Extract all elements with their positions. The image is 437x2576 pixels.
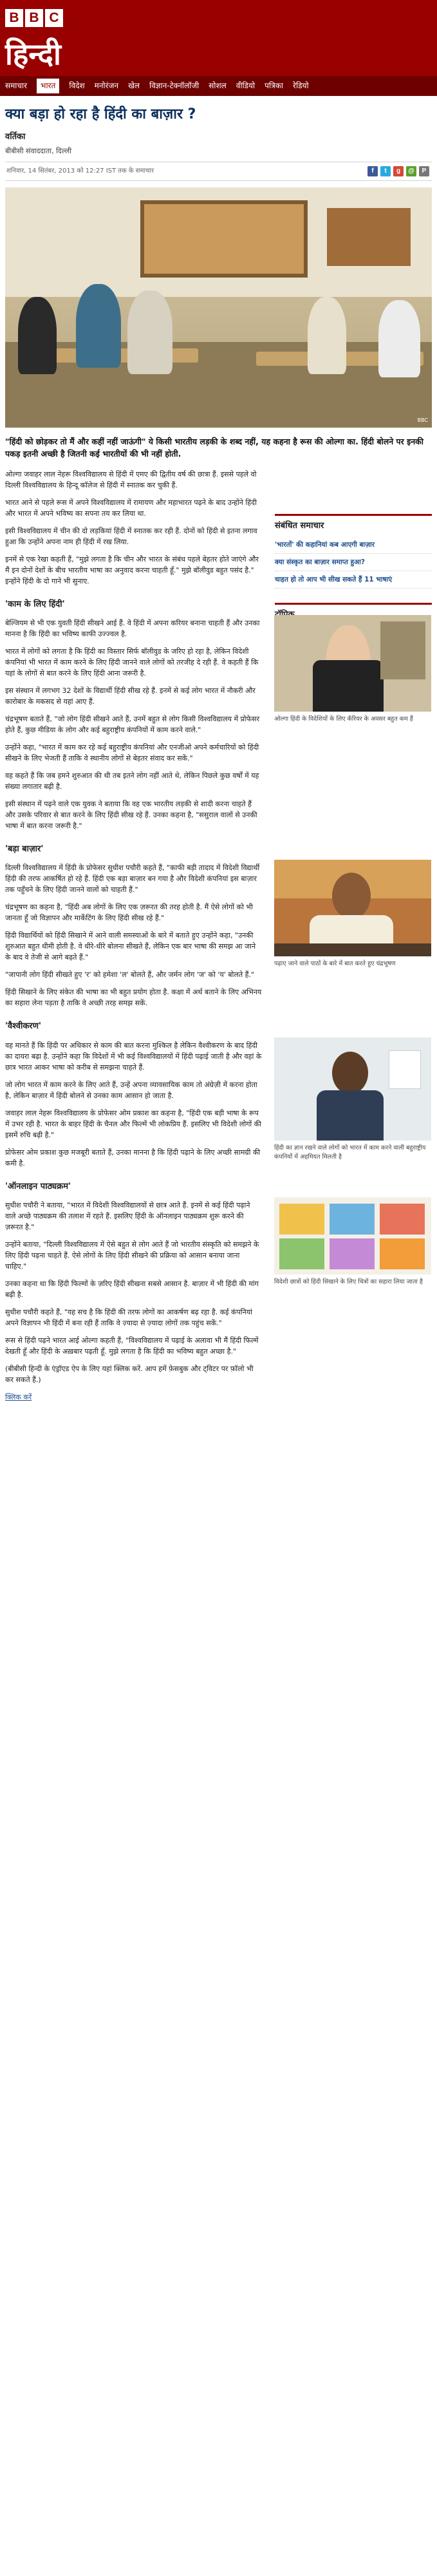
article-paragraph: दिल्ली विश्वविद्यालय में हिंदी के प्रोफेसर सुधीश पचौरी कहते हैं, "काफी बड़ी तादाद में विदेशी विद्यार्थी हिंदी की तरफ आकर्षित हो रहे हैं. हिंदी एक बड़ा बाज़ार बन गया है और विदेशी कंपनियां इस बाज़ार तक पहुँचने के लिए हिंदी जानने वालों को चाहती हैं." (5, 864, 260, 895)
nav-item-entertainment[interactable]: मनोरंजन (94, 81, 119, 91)
article-paragraph: उन्होंने बताया, "दिल्ली विश्वविद्यालय में ऐसे बहुत से लोग आते हैं जो भारतीय संस्कृति को समझने के लिए हिंदी पढ़ना चाहते हैं. ऐसे लोगों के लिए हिंदी सीखने की प्रक्रिया को आसान बनाया जाना चाहिए." (5, 1240, 259, 1271)
nav-item-magazine[interactable]: पत्रिका (265, 81, 284, 91)
lead-caption: "हिंदी को छोड़कर तो मैं और कहीं नहीं जाऊंगी" ये किसी भारतीय लड़की के शब्द नहीं, यह कहना है रूस की ओल्गा का. हिंदी बोलने पर इनकी पकड़ इतनी अच्छी है जितनी कई भारतीयों की भी नहीं होती. (5, 437, 423, 459)
figure-caption: पढ़ाए जाने वाले पाठों के बारे में बात करते हुए चंद्रभूषण (274, 960, 396, 968)
closing-link-row (5, 1392, 263, 1403)
bbc-logo[interactable] (5, 9, 63, 27)
article-paragraph: हिंदी विद्यार्थियों को हिंदी सिखाने में आने वाली समस्याओं के बारे में बताते हुए उन्होंने कहा, "उनकी शुरुआत बहुत धीमी होती है. वे धीरे-धीरे बोलना सीखते हैं, लेकिन एक बार भाषा की समझ आ जाने के बाद वे तेजी से आगे बढ़ते हैं." (5, 931, 256, 962)
author-name: वर्तिका (5, 132, 26, 142)
lead-photo (5, 187, 432, 428)
figure-caption: विदेशी छात्रों को हिंदी सिखाने के लिए चित्रों का सहारा लिया जाता है (274, 1278, 423, 1285)
main-navigation (0, 76, 437, 96)
article-paragraph: जो लोग भारत में काम करने के लिए आते हैं, उन्हें अपना व्यावसायिक काम तो अंग्रेज़ी में करना होता है, लेकिन बाज़ार में हिंदी बोलने से उनका काम आसान हो जाता है. (5, 1080, 257, 1100)
nav-item-radio[interactable]: रेडियो (293, 81, 309, 91)
logo-letter-b1: B (5, 9, 23, 27)
article-paragraph: सुधीश पचौरी ने बताया, "भारत में विदेशी विश्वविद्यालयों से छात्र आते हैं. इनमें से कई हिंदी पढ़ाने वाले अच्छे पाठ्यक्रम की तलाश में रहते हैं. इसलिए हिंदी के ऑनलाइन पाठ्यक्रम शुरू करने की ज़रूरत है." (5, 1200, 250, 1231)
article-paragraph: हिंदी सिखाने के लिए संकेत की भाषा का भी बहुत प्रयोग होता है. कक्षा में अर्थ बताने के लिए अभिनय का सहारा लेना पड़ता है ताकि वे अच्छी तरह समझ सकें. (5, 988, 262, 1008)
figure-olga (274, 615, 431, 724)
figure-chandrabhushan (274, 860, 431, 969)
facebook-icon[interactable]: f (367, 166, 378, 176)
author-location: बीबीसी संवाददाता, दिल्ली (5, 147, 72, 156)
related-news-box (275, 514, 432, 589)
masthead (0, 0, 437, 96)
photo-teaching-charts (274, 1197, 431, 1274)
related-link[interactable]: 'भारतों' की कहानियां कब आएगी बाज़ार (275, 536, 432, 554)
logo-letter-b2: B (25, 9, 43, 27)
article-paragraph: वह कहते हैं कि जब हमने शुरुआत की थी तब इतने लोग नहीं आते थे, लेकिन पिछले कुछ वर्षों में यह संख्या लगातार बढ़ी है. (5, 772, 259, 791)
logo-letter-c: C (45, 9, 63, 27)
photo-olga (274, 615, 431, 712)
publish-date: शनिवार, 14 सितंबर, 2013 को 12:27 IST तक के समाचार (6, 167, 154, 175)
section-heading-work: 'काम के लिए हिंदी' (5, 600, 65, 610)
nav-item-india[interactable]: भारत (37, 79, 59, 93)
related-link[interactable]: क्या संस्कृत का बाज़ार समाप्त हुआ? (275, 554, 432, 571)
photo-teacher (274, 1037, 431, 1141)
android-app-link[interactable]: क्लिक करें (5, 1392, 32, 1401)
article-paragraph: ओल्गा जवाहर लाल नेहरू विश्वविद्यालय से हिंदी में एमए की द्वितीय वर्ष की छात्रा हैं. इससे पहले वो दिल्ली विश्वविद्यालय के हिन्दू कॉलेज से हिंदी में स्नातक कर चुकी हैं. (5, 470, 257, 490)
nav-item-video[interactable]: वीडियो (236, 81, 256, 91)
nav-item-sport[interactable]: खेल (128, 81, 140, 91)
site-title[interactable]: हिन्दी (5, 37, 61, 71)
email-icon[interactable]: @ (406, 166, 416, 176)
nav-item-social[interactable]: सोशल (209, 81, 227, 91)
article-paragraph: उन्होंने कहा, "भारत में काम कर रहे कई बहुराष्ट्रीय कंपनियां और एनजीओ अपने कर्मचारियों को हिंदी सीखने के लिए भेजती हैं ताकि वे स्थानीय लोगों से बेहतर संवाद कर सकें." (5, 743, 259, 763)
article-headline: क्या बड़ा हो रहा है हिंदी का बाज़ार ? (5, 106, 196, 122)
figure-caption: ओल्गा हिंदी के विदेशियों के लिए कॅरियर के अवसर बहुत कम हैं (274, 715, 413, 723)
article-paragraph: वह मानते हैं कि हिंदी पर अधिकार से काम की बात करना मुश्किल है लेकिन वैश्वीकरण के बाद हिंदी का दायरा बढ़ा है. उन्होंने कहा कि विदेशों में भी कई विश्वविद्यालयों में हिंदी पढ़ाई जाती है और वहां के छात्र भारत आकर भाषा को करीब से समझना चाहते हैं. (5, 1041, 262, 1072)
section-heading-globalization: 'वैश्वीकरण' (5, 1021, 42, 1032)
nav-item-news[interactable]: समाचार (5, 81, 28, 91)
article-paragraph: रूस से हिंदी पढ़ने भारत आई ओल्गा कहती हैं, "विश्वविद्यालय में पढ़ाई के अलावा भी मैं हिंदी फिल्में देखती हूँ और हिंदी के अख़बार पढ़ती हूँ. मुझे लगता है कि हिंदी का भविष्य बहुत अच्छा है." (5, 1336, 259, 1356)
article-paragraph: इस संस्थान में लगभग 32 देशों के विद्यार्थी हिंदी सीख रहे हैं. इनमें से कई लोग भारत में नौकरी और कारोबार के मकसद से यहां आए हैं. (5, 687, 256, 706)
related-link[interactable]: चाहत हो तो आप भी सीख सकते हैं 11 भाषाएं (275, 571, 432, 589)
section-heading-online-course: 'ऑनलाइन पाठ्यक्रम' (5, 1181, 71, 1191)
article-paragraph: इसी संस्थान में पढ़ने वाले एक युवक ने बताया कि वह एक भारतीय लड़की से शादी करना चाहते हैं और उसके परिवार से बात करने के लिए हिंदी सीख रहे हैं. उनका कहना है, "ससुराल वालों से उनकी भाषा में बात करना जरूरी है." (5, 800, 257, 831)
date-share-bar (5, 162, 432, 181)
article-paragraph: इनमें से एक रेखा कहती हैं, "मुझे लगता है कि चीन और भारत के संबंध पहले बेहतर होते जाएंगे और मैं इन दोनों देशों के बीच भारतीय भाषा का अनुवाद करना चाहती हूँ." मुझे बॉलीवुड बहुत पसंद है." इन्होंने हिंदी के दो गाने भी सुनाए. (5, 555, 259, 586)
article-paragraph: उनका कहना था कि हिंदी फिल्मों के ज़रिए हिंदी सीखना सबसे आसान है. बाज़ार में भी हिंदी की मांग बढ़ी है. (5, 1279, 259, 1299)
article-paragraph: "जापानी लोग हिंदी सीखते हुए 'र' को हमेशा 'ल' बोलते हैं, और जर्मन लोग 'ज' को 'य' बोलते हैं." (5, 971, 254, 980)
nav-item-science-tech[interactable]: विज्ञान-टेक्नॉलॉजी (149, 81, 200, 91)
google-plus-icon[interactable]: g (393, 166, 404, 176)
article-paragraph: भारत आने से पहले रूस में अपने विश्वविद्यालय में रामायण और महाभारत पढ़ने के बाद उन्होंने हिंदी और भारत में अपने भविष्य का सपना तय कर लिया था. (5, 498, 257, 518)
article-paragraph: जवाहर लाल नेहरू विश्वविद्यालय के प्रोफेसर ओम प्रकाश का कहना है, "हिंदी एक बड़ी भाषा के रूप में उभर रही है. भारत के बाहर हिंदी के चैनल और फिल्में भी लोकप्रिय हैं. इसलिए भी विदेशी लोगों की इसमें रुचि बढ़ी है." (5, 1108, 262, 1139)
figure-charts (274, 1197, 431, 1287)
article-paragraph: चंद्रभूषण का कहना है, "हिंदी अब लोगों के लिए एक ज़रूरत की तरह होती है. मैं ऐसे लोगों को भी जानता हूँ जो विज्ञापन और मार्केटिंग के लिए हिंदी सीख रहे हैं." (5, 903, 253, 923)
photo-credit: BBC (417, 417, 428, 423)
article (0, 96, 437, 1403)
closing-note: (बीबीसी हिन्दी के एंड्रॉएड ऐप के लिए यहां क्लिक करें. आप हमें फ़ेसबुक और ट्विटर पर फ़ॉलो भी कर सकते हैं.) (5, 1364, 254, 1384)
figure-caption: हिंदी का ज्ञान रखने वाले लोगों को भारत में काम करने वाली बहुराष्ट्रीय कंपनियों में अहमियत मिलती है (274, 1144, 426, 1160)
article-paragraph: बेल्जियम से भी एक युवती हिंदी सीखने आई हैं. वे हिंदी में अपना करियर बनाना चाहती हैं और उनका मानना है कि हिंदी का भविष्य काफी उज्ज्वल है. (5, 619, 260, 639)
print-icon[interactable]: P (419, 166, 429, 176)
article-paragraph: प्रोफेसर ओम प्रकाश कुछ मजबूरी बताते हैं, उनका मानना है कि हिंदी पढ़ाने के लिए अच्छी सामग्री की कमी है. (5, 1148, 261, 1168)
section-heading-market: 'बड़ा बाज़ार' (5, 844, 44, 855)
related-news-heading: संबंधित समाचार (275, 521, 324, 531)
twitter-icon[interactable]: t (380, 166, 391, 176)
share-tools (367, 166, 432, 176)
content-columns (5, 462, 432, 1403)
article-paragraph: सुधीश पचौरी कहते हैं, "यह सच है कि हिंदी की तरफ लोगों का आकर्षण बढ़ रहा है. कई कंपनियां अपने विज्ञापन भी हिंदी में बना रही हैं ताकि वे ज़्यादा से ज़्यादा लोगों तक पहुंच सकें." (5, 1307, 252, 1327)
article-paragraph: इसी विश्वविद्यालय में चीन की दो लड़कियां हिंदी में स्नातक कर रही हैं. दोनों को हिंदी से इतना लगाव हुआ कि उन्होंने अपना नाम ही हिंदी में रख लिया. (5, 527, 257, 547)
article-paragraph: चंद्रभूषण बताते हैं, "जो लोग हिंदी सीखने आते हैं, उनमें बहुत से लोग किसी विश्वविद्यालय में प्रोफेसर होते हैं, कुछ मीडिया के लोग और कई बहुराष्ट्रीय कंपनियों में काम करने वाले." (5, 715, 260, 735)
article-paragraph: भारत में लोगों को लगता है कि हिंदी का विस्तार सिर्फ बॉलीवुड के जरिए हो रहा है, लेकिन विदेशी कंपनियां भी भारत में काम करने के लिए हिंदी जानने वाले लोगों को तरजीह दे रही हैं. वे कहती हैं कि यहां के लोगों से बात करने के लिए हिंदी आना जरूरी है. (5, 647, 259, 678)
photo-chandrabhushan (274, 860, 431, 956)
nav-item-world[interactable]: विदेश (69, 81, 85, 91)
